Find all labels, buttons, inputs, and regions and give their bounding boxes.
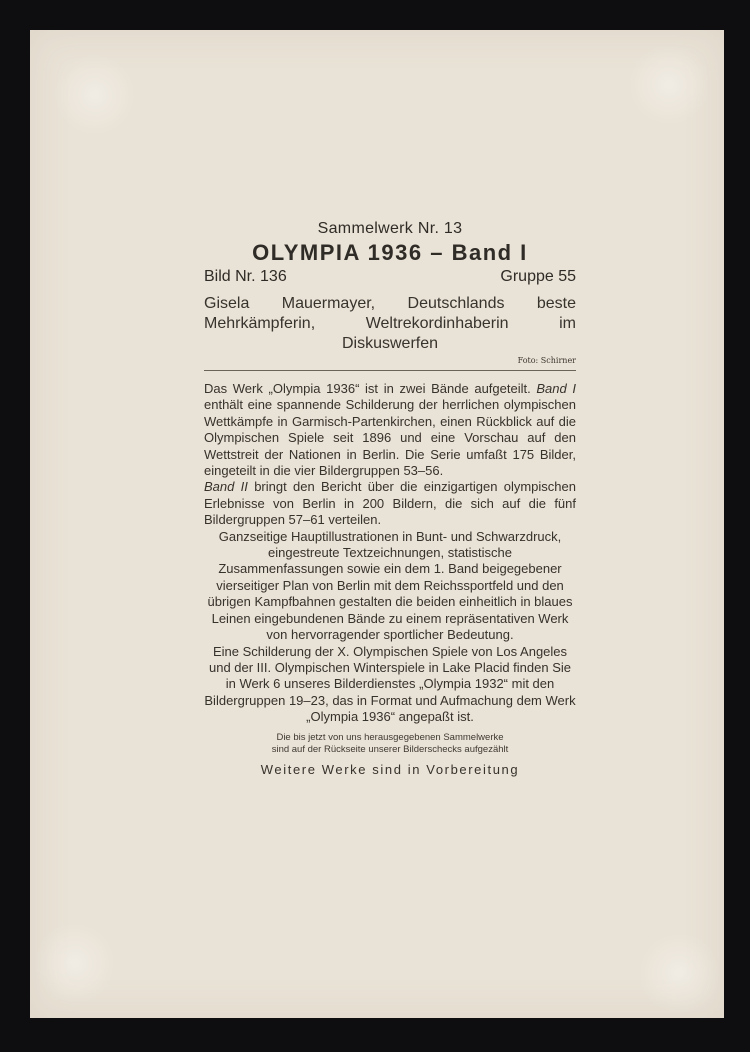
series-heading: Sammelwerk Nr. 13 bbox=[317, 220, 463, 237]
card-text bbox=[204, 218, 576, 777]
band-label: Band I bbox=[536, 381, 576, 396]
collector-card-back bbox=[30, 30, 724, 1018]
paragraph-lead: Das Werk „Olympia 1936“ ist in zwei Bände aufgeteilt. bbox=[204, 381, 531, 396]
paragraph-text: enthält eine spannende Schilderung der herrlichen olympischen Wettkämpfe in Garmisch-Partenkirchen, einen Rückblick auf die Olympischen Spiele seit 1896 und eine Vorschau auf den Wettstreit der Nationen in Berlin. Die Serie umfaßt 175 Bilder, eingeteilt in die vier Bildergruppen 53–56. bbox=[204, 397, 576, 479]
published-works-note bbox=[204, 732, 576, 756]
paragraph-illustrations: Ganzseitige Hauptillustrationen in Bunt- und Schwarzdruck, eingestreute Textzeichnungen, statistische Zusammenfassungen sowie ein dem 1. Band beigegebener vierseitiger Plan von Berlin mit dem Reichssportfeld und den übrigen Kampfbahnen gestalten die beiden einheitlich in blaues Leinen eingebundenen Bände zu einem repräsentativen Werk von hervorragender sportlicher Bedeutung. bbox=[207, 528, 573, 643]
corner-mark bbox=[634, 928, 724, 1018]
corner-mark bbox=[30, 918, 120, 1008]
card-title: OLYMPIA 1936 – Band I bbox=[252, 240, 528, 265]
note-line: Die bis jetzt von uns herausgegebenen Sammelwerke bbox=[276, 731, 504, 743]
paragraph-band-1 bbox=[204, 381, 576, 479]
divider bbox=[204, 370, 576, 371]
further-works-line: Weitere Werke sind in Vorbereitung bbox=[260, 761, 520, 777]
band-label: Band II bbox=[204, 479, 248, 495]
picture-number: Bild Nr. 136 bbox=[204, 268, 287, 285]
corner-mark bbox=[624, 40, 714, 130]
corner-mark bbox=[50, 50, 140, 140]
picture-caption: Gisela Mauermayer, Deutschlands beste Mehrkämpferin, Weltrekordinhaberin im Diskuswerfen bbox=[204, 295, 576, 352]
paragraph-band-2 bbox=[204, 479, 576, 528]
picture-info-line bbox=[204, 266, 576, 288]
group-number: Gruppe 55 bbox=[500, 268, 576, 285]
paragraph-olympia-1932: Eine Schilderung der X. Olympischen Spiele von Los Angeles und der III. Olympischen Winterspiele in Lake Placid finden Sie in Werk 6 unseres Bilderdienstes „Olympia 1932“ mit den Bildergruppen 19–23, das in Format und Aufmachung dem Werk „Olympia 1936“ angepaßt ist. bbox=[204, 643, 576, 725]
note-line: sind auf der Rückseite unserer Bilderschecks aufgezählt bbox=[271, 743, 509, 755]
description-text bbox=[204, 381, 576, 726]
paragraph-text: bringt den Bericht über die einzigartigen olympischen Erlebnisse von Berlin in 200 Bildern, die sich auf die fünf Bildergruppen 57–61 verteilen. bbox=[204, 479, 576, 528]
photo-credit: Foto: Schirner bbox=[517, 356, 576, 365]
